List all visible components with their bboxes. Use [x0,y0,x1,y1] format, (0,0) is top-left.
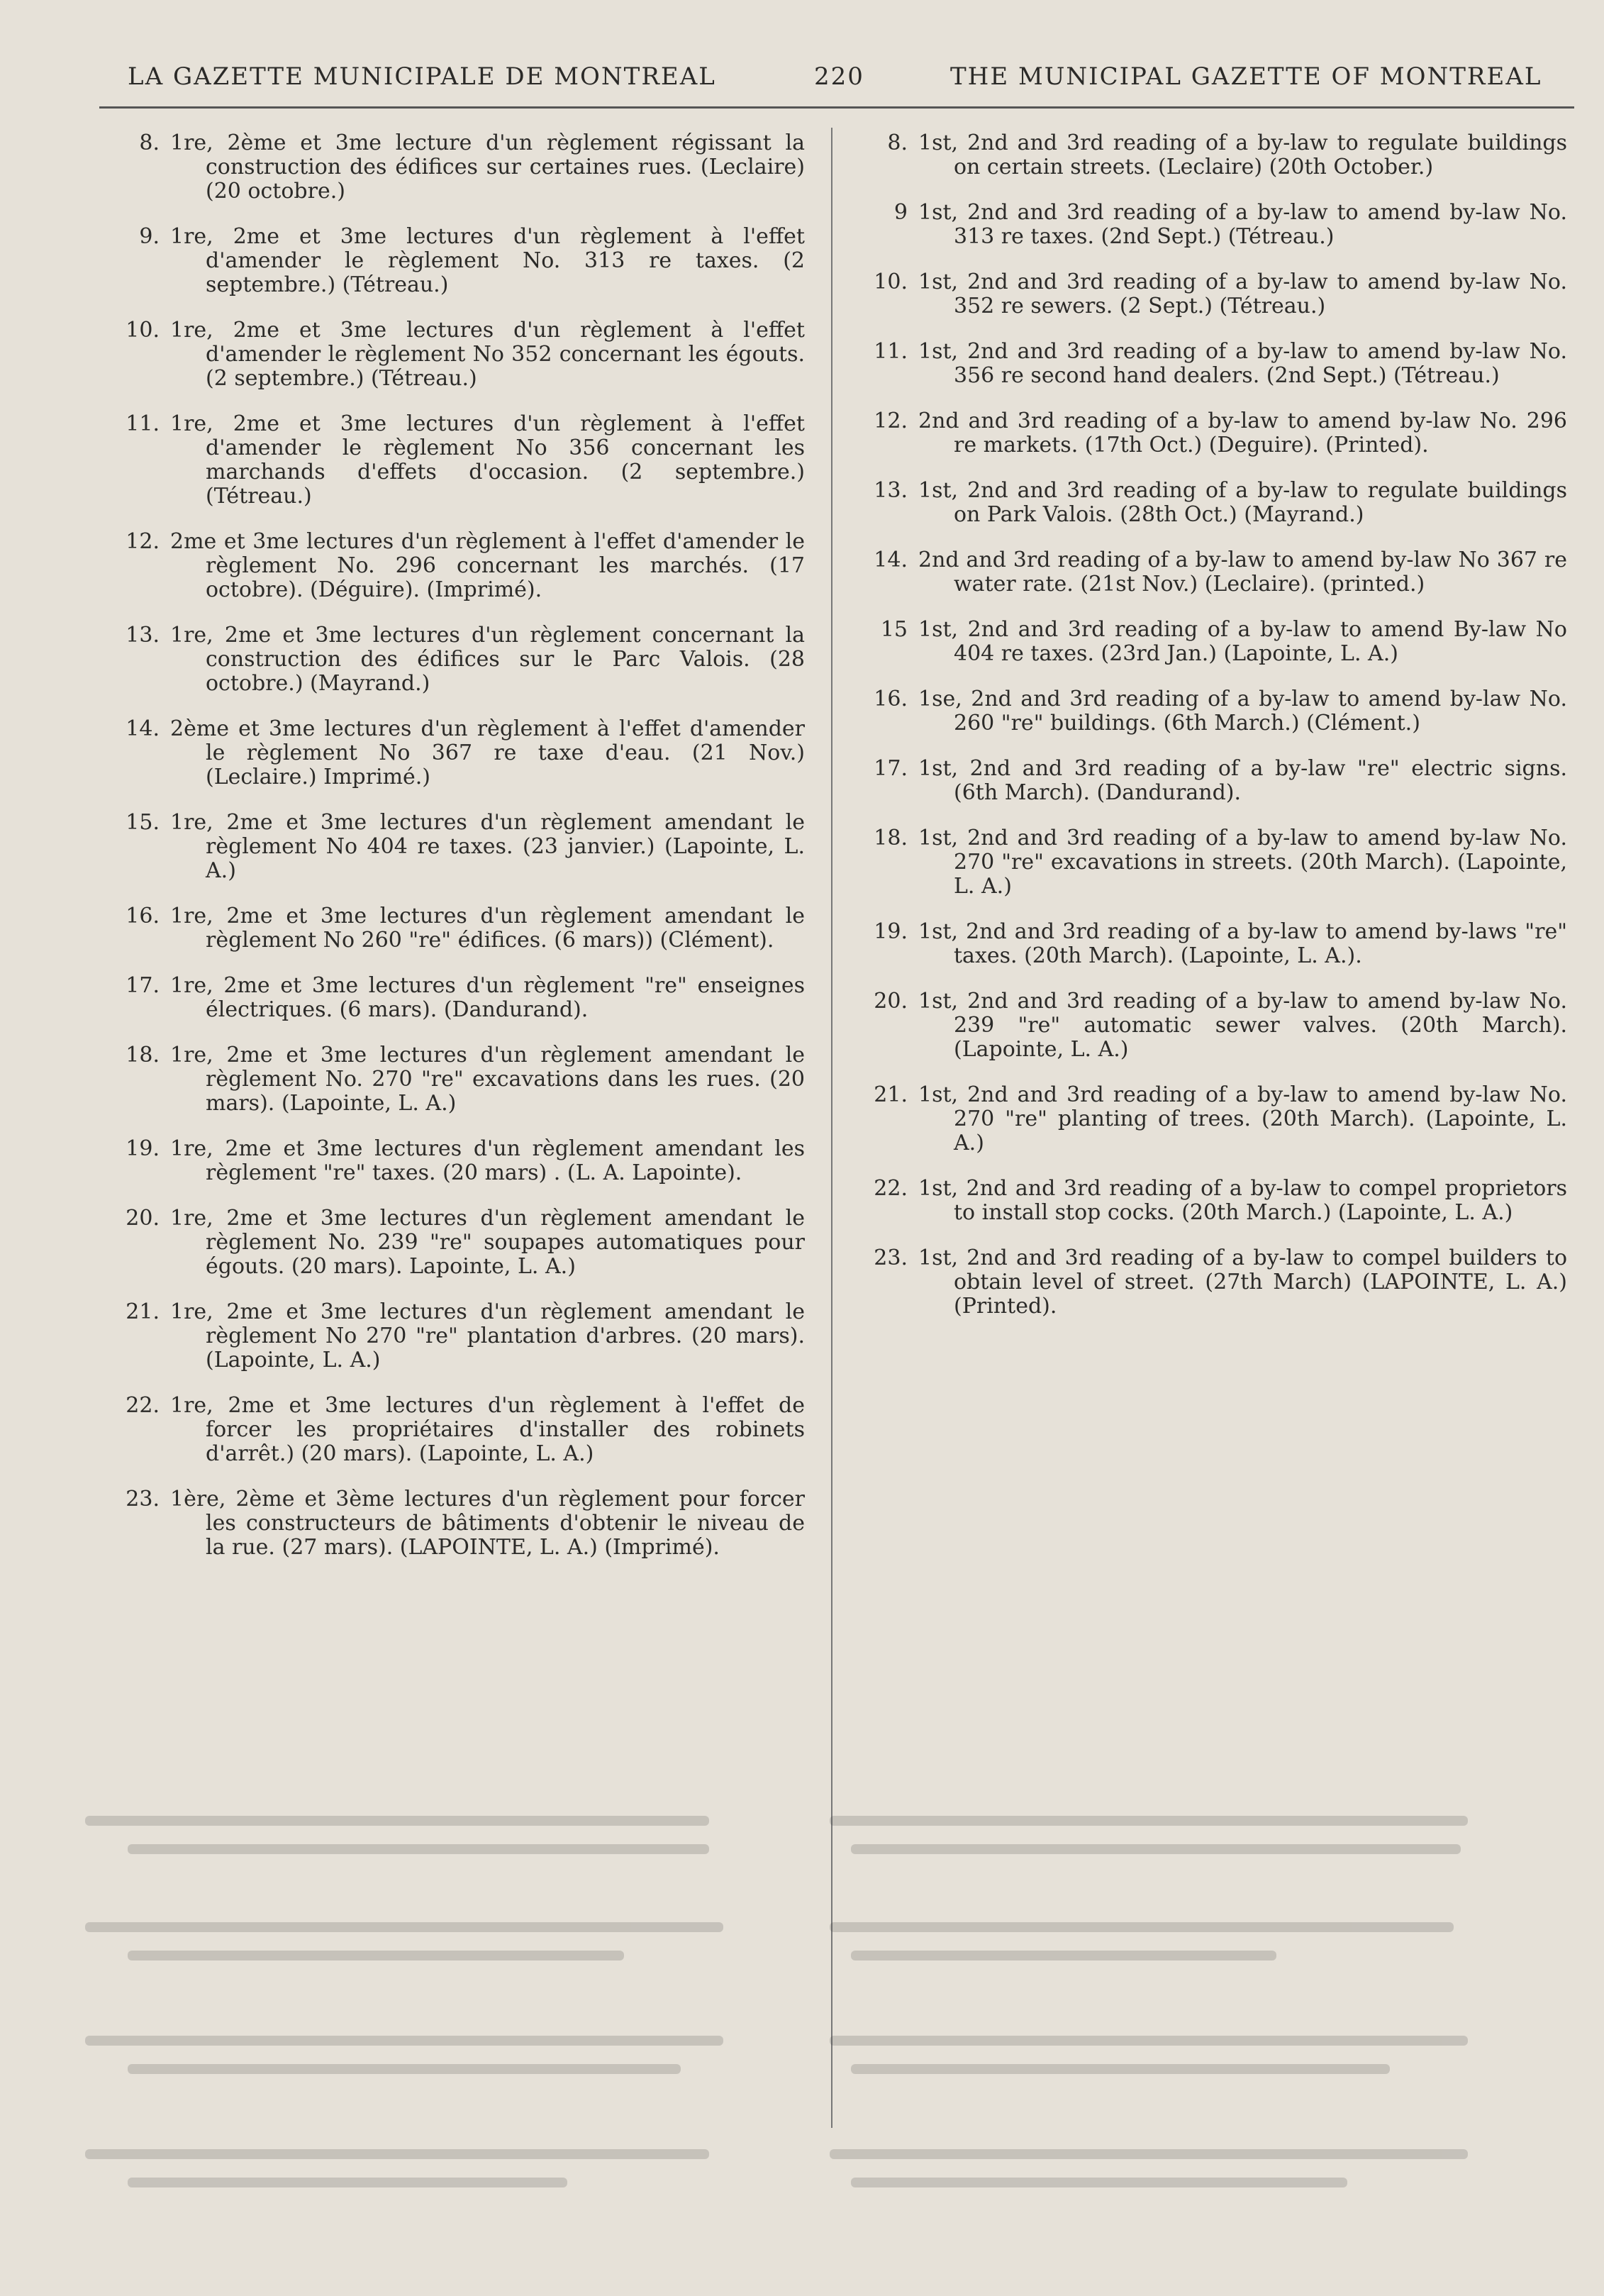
item-text: 1re, 2me et 3me lectures d'un règlement amendant les règlement "re" taxes. (20 mars) . (L. A. Lapointe). [170,1136,805,1185]
list-item [858,989,1567,1062]
item-text: 1re, 2me et 3me lectures d'un règlement amendant le règlement No. 239 "re" soupapes automatiques pour égouts. (20 mars). Lapointe, L. A.) [170,1206,805,1279]
list-item [858,1177,1567,1225]
header-rule [99,106,1574,109]
item-text: 1re, 2ème et 3me lecture d'un règlement régissant la construction des édifices sur certaines rues. (Leclaire) (20 octobre.) [170,131,805,204]
list-item [110,974,805,1022]
list-item [858,618,1567,666]
list-item [110,904,805,953]
item-text: 2me et 3me lectures d'un règlement à l'effet d'amender le règlement No. 296 concernant les marchés. (17 octobre). (Déguire). (Imprimé). [170,529,805,602]
list-item [858,479,1567,527]
item-number: 18. [874,826,908,850]
header-right-title: THE MUNICIPAL GAZETTE OF MONTREAL [950,62,1542,91]
list-item [110,1137,805,1185]
item-number: 11. [874,339,908,364]
item-number: 16. [874,687,908,711]
bleed-through-text [85,1802,1525,2227]
item-number: 11. [126,411,160,436]
item-number: 8. [139,131,160,155]
list-item [858,409,1567,457]
item-number: 17. [126,973,160,998]
list-item [858,1246,1567,1319]
list-item [110,1043,805,1116]
list-item [858,340,1567,388]
item-text: 1st, 2nd and 3rd reading of a by-law to regulate buildings on Park Valois. (28th Oct.) (Mayrand.) [918,478,1567,527]
item-text: 1st, 2nd and 3rd reading of a by-law to amend by-law No. 270 "re" planting of trees. (20th March). (Lapointe, L. A.) [918,1082,1567,1155]
list-item [858,548,1567,597]
item-text: 1re, 2me et 3me lectures d'un règlement à l'effet d'amender le règlement No. 313 re taxes. (2 septembre.) (Tétreau.) [170,224,805,297]
item-text: 1re, 2me et 3me lectures d'un règlement amendant le règlement No 270 "re" plantation d'arbres. (20 mars). (Lapointe, L. A.) [170,1299,805,1372]
item-text: 1st, 2nd and 3rd reading of a by-law to amend by-law No. 356 re second hand dealers. (2nd Sept.) (Tétreau.) [918,339,1567,388]
item-number: 8. [887,131,908,155]
item-text: 1re, 2me et 3me lectures d'un règlement concernant la construction des édifices sur le Parc Valois. (28 octobre.) (Mayrand.) [170,623,805,696]
item-text: 1re, 2me et 3me lectures d'un règlement à l'effet de forcer les propriétaires d'installer des robinets d'arrêt.) (20 mars). (Lapointe, L. A.) [170,1393,805,1466]
english-column [858,131,1567,1340]
list-item [110,1394,805,1466]
list-item [110,318,805,391]
item-text: 1st, 2nd and 3rd reading of a by-law to amend by-law No. 239 "re" automatic sewer valves. (20th March). (Lapointe, L. A.) [918,989,1567,1062]
list-item [858,687,1567,736]
item-number: 16. [126,904,160,928]
item-number: 18. [126,1043,160,1067]
item-number: 14. [126,716,160,741]
list-item [110,1207,805,1279]
header-left-title: LA GAZETTE MUNICIPALE DE MONTREAL [128,62,716,91]
item-number: 12. [874,409,908,433]
list-item [858,131,1567,179]
list-item [110,1300,805,1372]
item-text: 1st, 2nd and 3rd reading of a by-law to amend by-law No. 313 re taxes. (2nd Sept.) (Tétreau.) [918,200,1567,249]
item-text: 1st, 2nd and 3rd reading of a by-law to amend By-law No 404 re taxes. (23rd Jan.) (Lapointe, L. A.) [918,617,1567,666]
item-text: 1st, 2nd and 3rd reading of a by-law to amend by-law No. 270 "re" excavations in streets. (20th March). (Lapointe, L. A.) [918,826,1567,899]
item-text: 1st, 2nd and 3rd reading of a by-law to regulate buildings on certain streets. (Leclaire) (20th October.) [918,131,1567,179]
item-text: 1se, 2nd and 3rd reading of a by-law to amend by-law No. 260 "re" buildings. (6th March.) (Clément.) [918,687,1567,736]
item-text: 2ème et 3me lectures d'un règlement à l'effet d'amender le règlement No 367 re taxe d'eau. (21 Nov.) (Leclaire.) Imprimé.) [170,716,805,789]
list-item [858,826,1567,899]
item-number: 14. [874,548,908,572]
item-number: 21. [874,1082,908,1107]
item-text: 1ère, 2ème et 3ème lectures d'un règlement pour forcer les constructeurs de bâtiments d'obtenir le niveau de la rue. (27 mars). (LAPOINTE, L. A.) (Imprimé). [170,1487,805,1560]
item-number: 17. [874,756,908,781]
item-text: 1st, 2nd and 3rd reading of a by-law to amend by-law No. 352 re sewers. (2 Sept.) (Tétreau.) [918,270,1567,318]
list-item [110,225,805,297]
list-item [110,1487,805,1560]
item-number: 15 [880,617,908,642]
item-number: 20. [874,989,908,1014]
item-number: 13. [874,478,908,503]
item-number: 19. [874,919,908,944]
item-number: 15. [126,810,160,835]
item-text: 1re, 2me et 3me lectures d'un règlement à l'effet d'amender le règlement No 356 concernant les marchands d'effets d'occasion. (2 septembre.) (Tétreau.) [170,411,805,509]
item-text: 1re, 2me et 3me lectures d'un règlement à l'effet d'amender le règlement No 352 concernant les égouts. (2 septembre.) (Tétreau.) [170,318,805,391]
item-text: 1st, 2nd and 3rd reading of a by-law to compel proprietors to install stop cocks. (20th March.) (Lapointe, L. A.) [918,1176,1567,1225]
item-text: 1st, 2nd and 3rd reading of a by-law "re" electric signs. (6th March). (Dandurand). [918,756,1567,805]
item-text: 1st, 2nd and 3rd reading of a by-law to amend by-laws "re" taxes. (20th March). (Lapointe, L. A.). [918,919,1567,968]
item-text: 1st, 2nd and 3rd reading of a by-law to compel builders to obtain level of street. (27th March) (LAPOINTE, L. A.) (Printed). [918,1246,1567,1319]
item-number: 20. [126,1206,160,1231]
item-text: 1re, 2me et 3me lectures d'un règlement amendant le règlement No. 270 "re" excavations dans les rues. (20 mars). (Lapointe, L. A.) [170,1043,805,1116]
item-text: 1re, 2me et 3me lectures d'un règlement amendant le règlement No 404 re taxes. (23 janvier.) (Lapointe, L. A.) [170,810,805,883]
item-text: 2nd and 3rd reading of a by-law to amend by-law No 367 re water rate. (21st Nov.) (Leclaire). (printed.) [918,548,1567,597]
item-number: 10. [874,270,908,294]
list-item [110,530,805,602]
item-number: 9 [893,200,908,225]
item-number: 21. [126,1299,160,1324]
item-text: 2nd and 3rd reading of a by-law to amend by-law No. 296 re markets. (17th Oct.) (Deguire). (Printed). [918,409,1567,457]
french-column [110,131,805,1581]
list-item [858,757,1567,805]
list-item [110,412,805,509]
list-item [110,131,805,204]
list-item [858,201,1567,249]
item-number: 23. [874,1246,908,1270]
item-number: 9. [139,224,160,249]
item-text: 1re, 2me et 3me lectures d'un règlement amendant le règlement No 260 "re" édifices. (6 mars)) (Clément). [170,904,805,953]
item-number: 22. [874,1176,908,1201]
list-item [858,270,1567,318]
item-number: 23. [126,1487,160,1512]
item-number: 12. [126,529,160,554]
item-number: 13. [126,623,160,648]
list-item [110,623,805,696]
list-item [858,920,1567,968]
item-number: 19. [126,1136,160,1161]
list-item [110,811,805,883]
list-item [858,1083,1567,1155]
item-number: 22. [126,1393,160,1418]
page-number: 220 [814,62,864,91]
list-item [110,717,805,789]
item-text: 1re, 2me et 3me lectures d'un règlement "re" enseignes électriques. (6 mars). (Dandurand). [170,973,805,1022]
item-number: 10. [126,318,160,343]
